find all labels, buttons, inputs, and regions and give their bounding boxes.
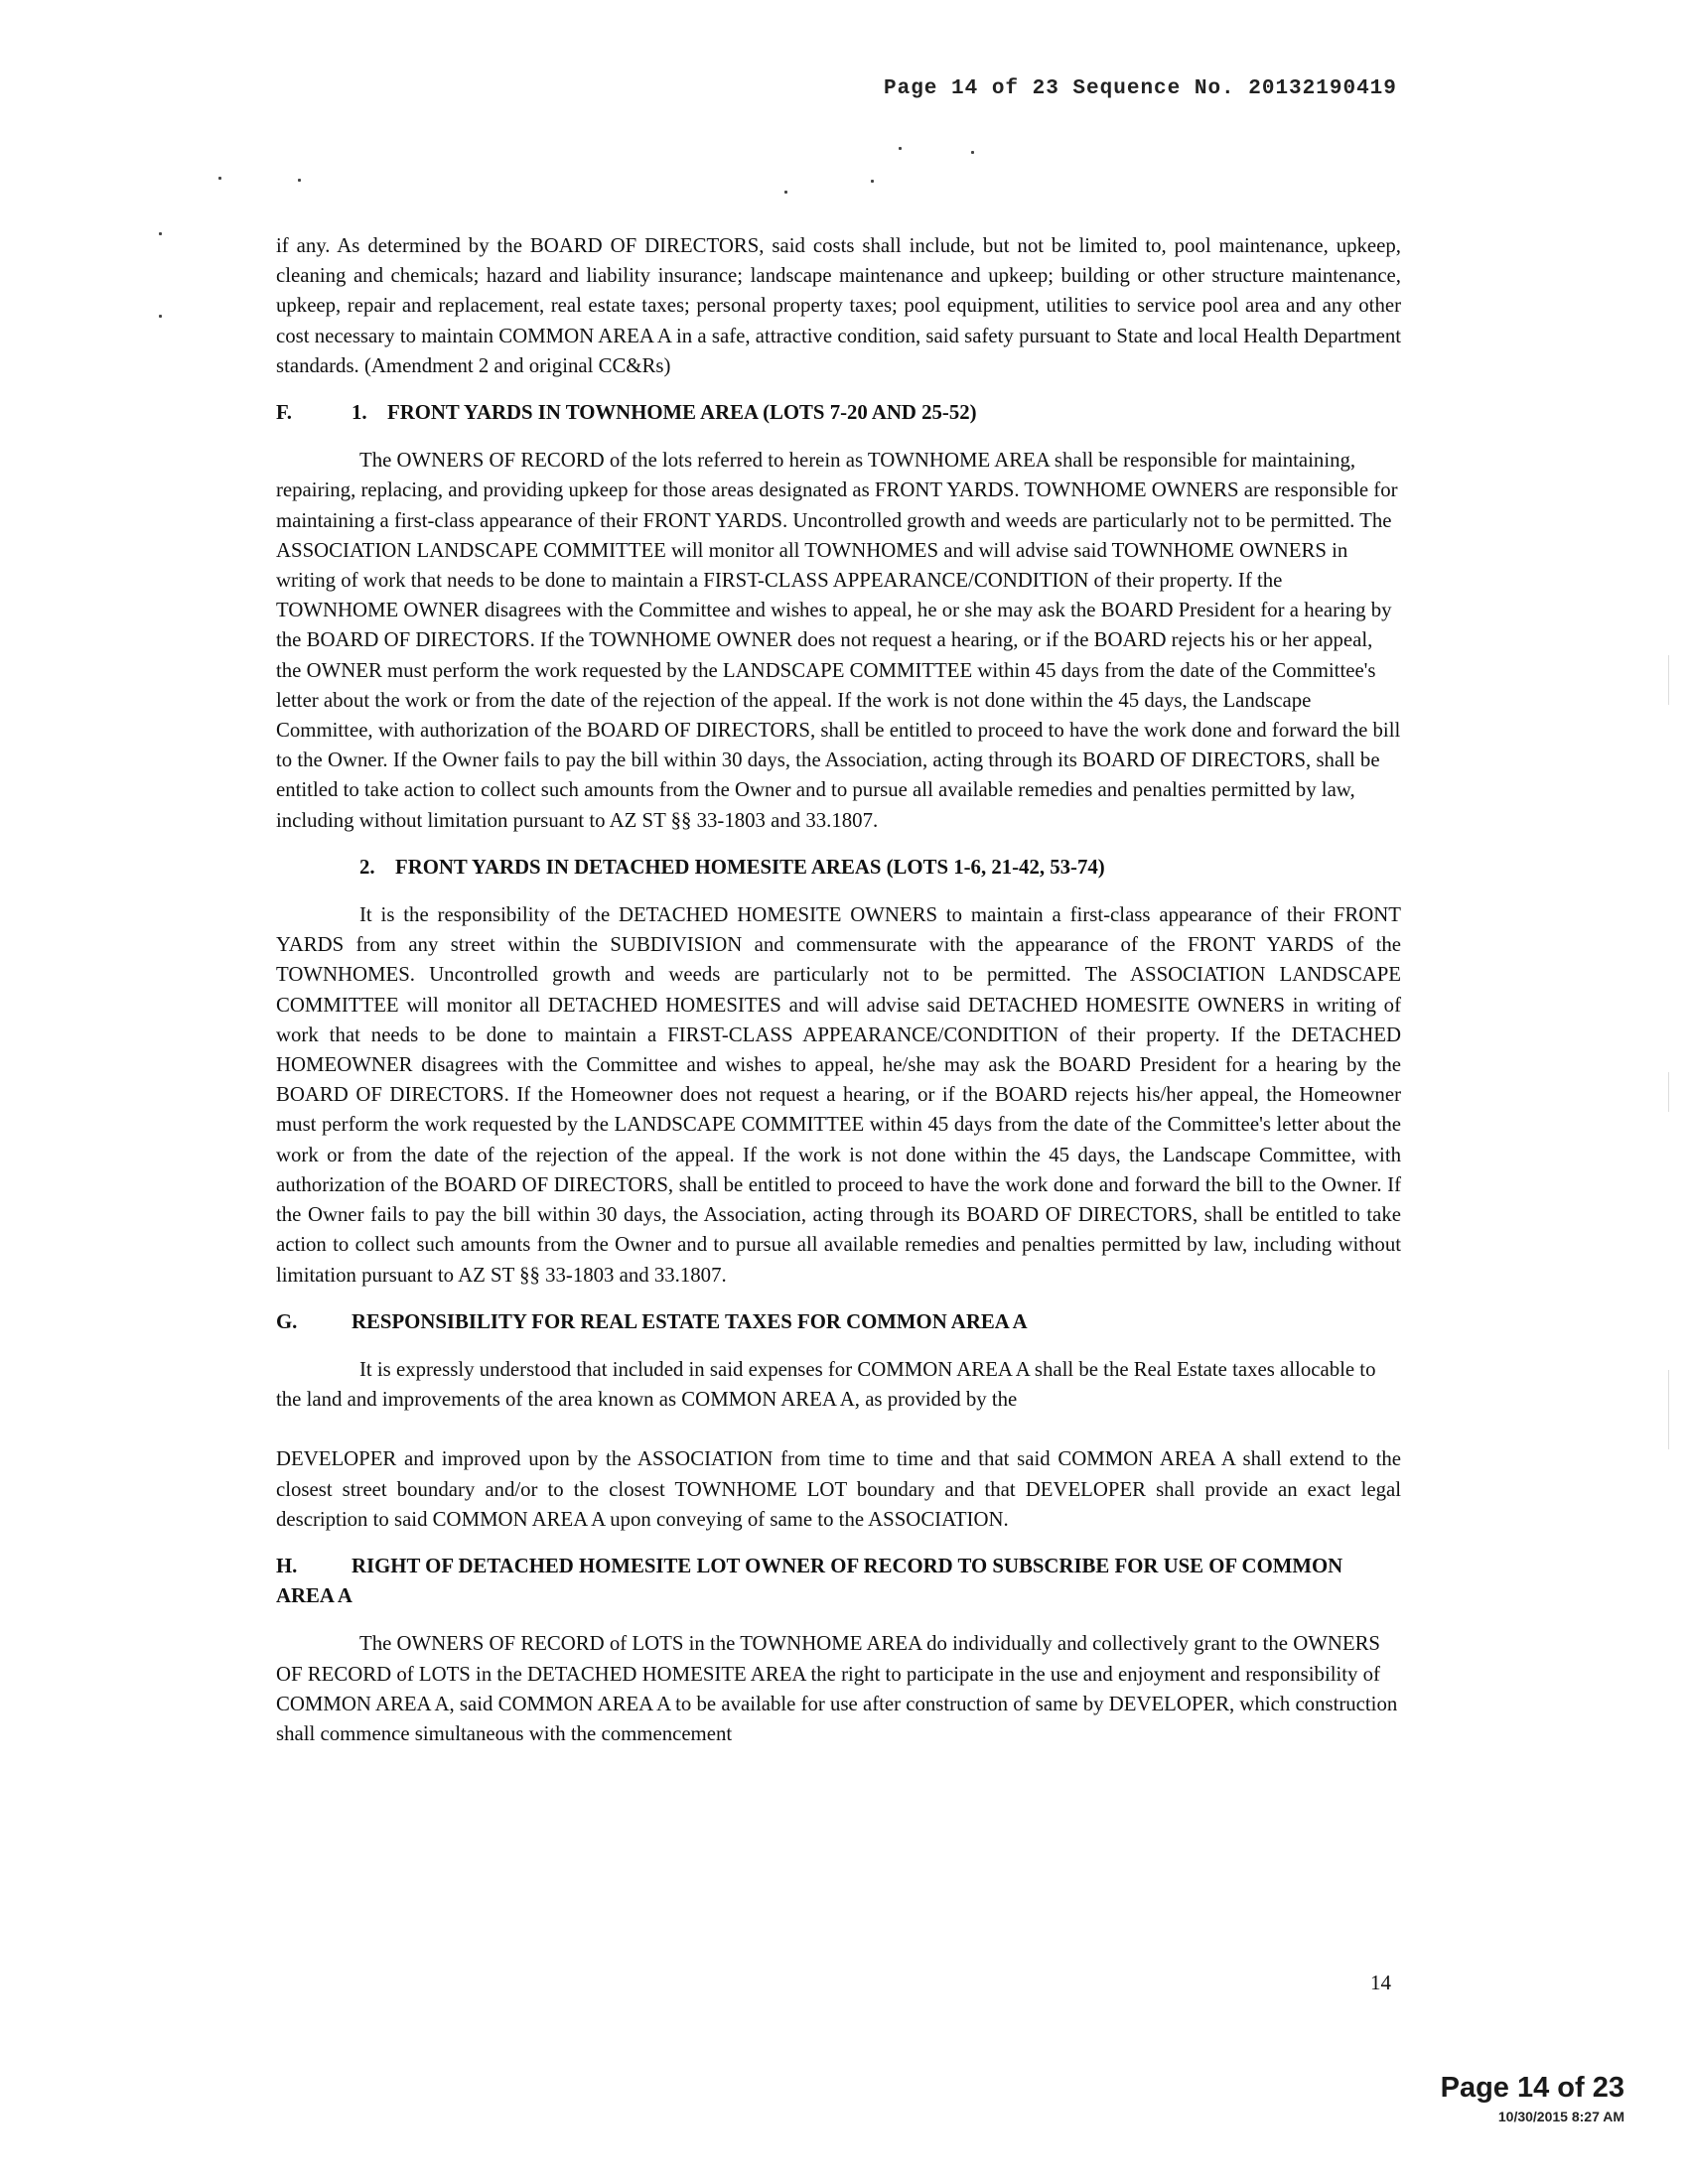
section-title: FRONT YARDS IN DETACHED HOMESITE AREAS (LOTS 1-6, 21-42, 53-74) [395, 855, 1105, 879]
intro-paragraph: if any. As determined by the BOARD OF DIRECTORS, said costs shall include, but not be limited to, pool maintenance, upkeep, cleaning and chemicals; hazard and liability insurance; landscape maintenance and upkeep; building or other structure maintenance, upkeep, repair and replacement, real estate taxes; personal property taxes; pool equipment, utilities to service pool area and any other cost necessary to maintain COMMON AREA A in a safe, attractive condition, said safety pursuant to State and local Health Department standards. (Amendment 2 and original CC&Rs) [276, 234, 1401, 377]
section-g-body-part1: It is expressly understood that included in said expenses for COMMON AREA A shall be the Real Estate taxes allocable to the land and improvements of the area known as COMMON AREA A, as provided by the [276, 1357, 1376, 1412]
document-body [276, 231, 1401, 1749]
scan-edge-mark [1668, 1072, 1669, 1112]
section-f1-body: The OWNERS OF RECORD of the lots referred to herein as TOWNHOME AREA shall be responsible for maintaining, repairing, replacing, and providing upkeep for those areas designated as FRONT YARDS. TOWNHOME OWNERS are responsible for maintaining a first-class appearance of their FRONT YARDS. Uncontrolled growth and weeds are particularly not to be permitted. The ASSOCIATION LANDSCAPE COMMITTEE will monitor all TOWNHOMES and will advise said TOWNHOME OWNERS in writing of work that needs to be done to maintain a FIRST-CLASS APPEARANCE/CONDITION of their property. If the TOWNHOME OWNER disagrees with the Committee and wishes to appeal, he or she may ask the BOARD President for a hearing by the BOARD OF DIRECTORS. If the TOWNHOME OWNER does not request a hearing, or if the BOARD rejects his or her appeal, the OWNER must perform the work requested by the LANDSCAPE COMMITTEE within 45 days from the date of the Committee's letter about the work or from the date of the rejection of the appeal. If the work is not done within the 45 days, the Landscape Committee, with authorization of the BOARD OF DIRECTORS, shall be entitled to proceed to have the work done and forward the bill to the Owner. If the Owner fails to pay the bill within 30 days, the Association, acting through its BOARD OF DIRECTORS, shall be entitled to take action to collect such amounts from the Owner and to pursue all available remedies and penalties permitted by law, including without limitation pursuant to AZ ST §§ 33-1803 and 33.1807. [276, 449, 1401, 832]
section-letter: G. [276, 1309, 298, 1333]
section-f2-heading [276, 853, 1401, 883]
scan-speck [298, 179, 301, 182]
page-header-sequence: Page 14 of 23 Sequence No. 20132190419 [884, 77, 1397, 100]
section-h-body: The OWNERS OF RECORD of LOTS in the TOWNHOME AREA do individually and collectively grant to the OWNERS OF RECORD of LOTS in the DETACHED HOMESITE AREA the right to participate in the use and enjoyment and responsibility of COMMON AREA A, said COMMON AREA A to be available for use after construction of same by DEVELOPER, which construction shall commence simultaneous with the commencement [276, 1632, 1398, 1745]
scan-speck [218, 177, 221, 180]
section-f1-heading [276, 398, 1401, 428]
scan-speck [971, 151, 974, 154]
item-number: 1. [352, 401, 367, 425]
section-f2-body: It is the responsibility of the DETACHED HOMESITE OWNERS to maintain a first-class appearance of their FRONT YARDS from any street within the SUBDIVISION and commensurate with the appearance of the FRONT YARDS of the TOWNHOMES. Uncontrolled growth and weeds are particularly not to be permitted. The ASSOCIATION LANDSCAPE COMMITTEE will monitor all DETACHED HOMESITES and will advise said DETACHED HOMESITE OWNERS in writing of work that needs to be done to maintain a FIRST-CLASS APPEARANCE/CONDITION of their property. If the DETACHED HOMEOWNER disagrees with the Committee and wishes to appeal, he/she may ask the BOARD President for a hearing by the BOARD OF DIRECTORS. If the Homeowner does not request a hearing, or if the BOARD rejects his/her appeal, the Homeowner must perform the work requested by the LANDSCAPE COMMITTEE within 45 days from the date of the Committee's letter about the work or from the date of the rejection of the appeal. If the work is not done within the 45 days, the Landscape Committee, with authorization of the BOARD OF DIRECTORS, shall be entitled to proceed to have the work done and forward the bill to the Owner. If the Owner fails to pay the bill within 30 days, the Association, acting through its BOARD OF DIRECTORS, shall be entitled to take action to collect such amounts from the Owner and to pursue all available remedies and penalties permitted by law, including without limitation pursuant to AZ ST §§ 33-1803 and 33.1807. [276, 903, 1401, 1287]
scan-speck [159, 315, 162, 318]
scan-speck [784, 191, 787, 194]
page-number: 14 [1370, 1971, 1391, 1994]
recording-stamp [1441, 2071, 1624, 2124]
item-number: 2. [359, 855, 375, 879]
scan-edge-mark [1668, 1370, 1669, 1449]
section-g-body-part2: DEVELOPER and improved upon by the ASSOCIATION from time to time and that said COMMON AREA A shall extend to the closest street boundary and/or to the closest TOWNHOME LOT boundary and that DEVELOPER shall provide an exact legal description to said COMMON AREA A upon conveying of same to the ASSOCIATION. [276, 1447, 1401, 1531]
scan-speck [871, 180, 874, 183]
section-g-heading [276, 1307, 1401, 1337]
stamp-page-count: Page 14 of 23 [1440, 2072, 1624, 2104]
section-h-heading [276, 1552, 1401, 1611]
section-title: FRONT YARDS IN TOWNHOME AREA (LOTS 7-20 AND 25-52) [387, 401, 977, 425]
stamp-datetime: 10/30/2015 8:27 AM [1497, 2109, 1624, 2124]
section-letter: H. [276, 1554, 298, 1577]
section-title: RIGHT OF DETACHED HOMESITE LOT OWNER OF RECORD TO SUBSCRIBE FOR USE OF COMMON AREA A [276, 1554, 1343, 1608]
scan-speck [159, 232, 162, 235]
scan-edge-mark [1668, 655, 1669, 705]
section-title: RESPONSIBILITY FOR REAL ESTATE TAXES FOR COMMON AREA A [352, 1309, 1028, 1333]
scan-speck [899, 147, 902, 150]
section-letter: F. [276, 401, 292, 425]
